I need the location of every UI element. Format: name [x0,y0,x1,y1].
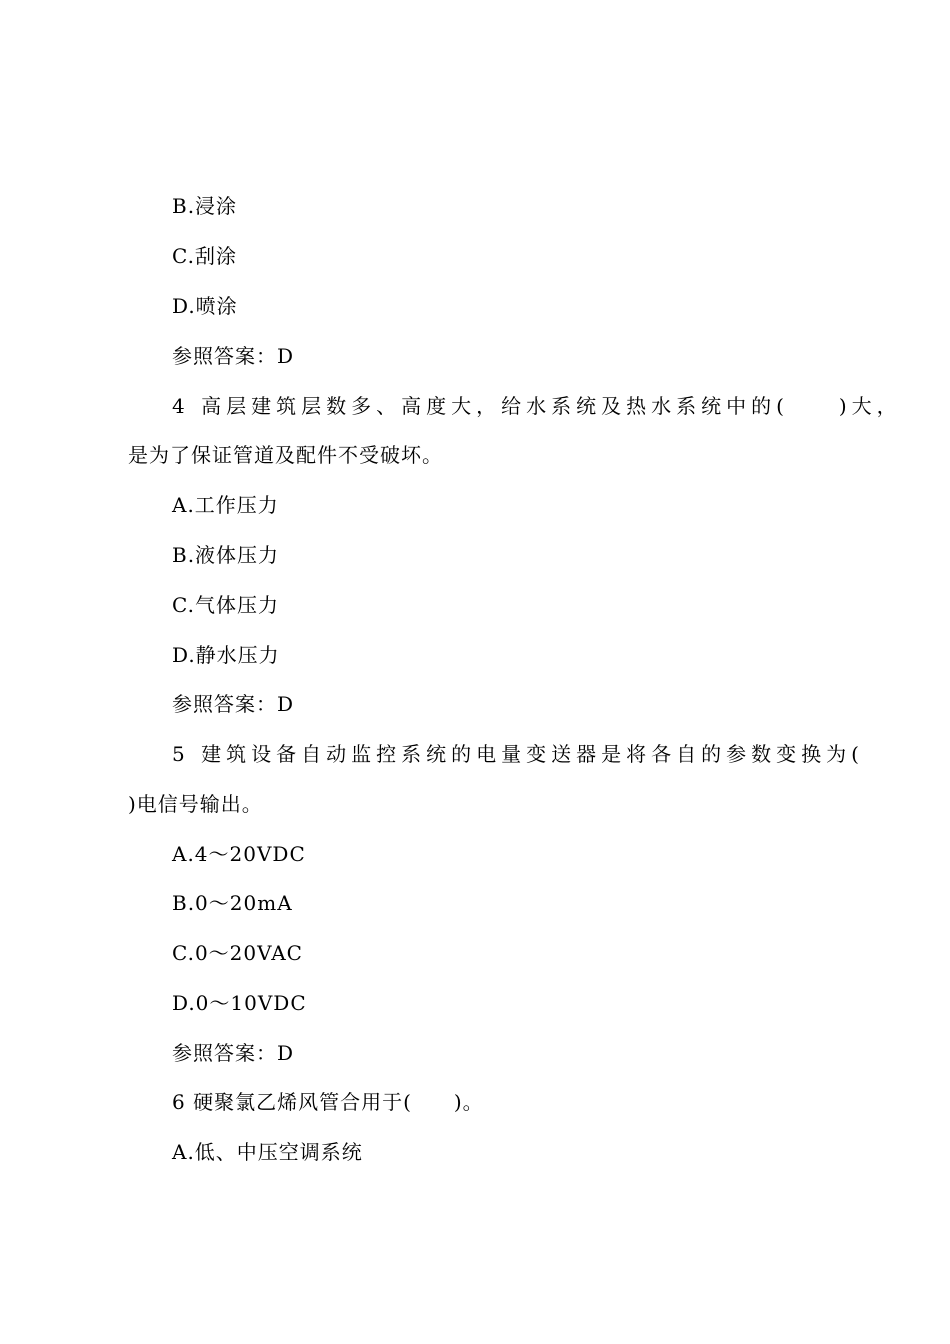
q3-option-c: C.刮涂 [172,244,237,268]
q3-option-d: D.喷涂 [172,294,238,318]
q5-option-b: B.0～20mA [172,891,293,915]
q4-stem-line1: 4 高层建筑层数多、高度大，给水系统及热水系统中的( )大， [172,394,902,418]
q4-option-c: C.气体压力 [172,593,279,617]
q5-stem-line1: 5 建筑设备自动监控系统的电量变送器是将各自的参数变换为( [172,742,864,766]
q4-stem-line2: 是为了保证管道及配件不受破坏。 [128,443,443,467]
q3-option-b: B.浸涂 [172,194,238,218]
q6-stem-line1: 6 硬聚氯乙烯风管合用于( )。 [172,1090,484,1114]
q4-option-a: A.工作压力 [172,493,279,517]
q4-answer: 参照答案：D [172,692,295,716]
q6-option-a: A.低、中压空调系统 [172,1140,363,1164]
q4-option-d: D.静水压力 [172,643,280,667]
q5-answer: 参照答案：D [172,1041,295,1065]
q5-stem-line2: )电信号输出。 [128,792,263,816]
q4-option-b: B.液体压力 [172,543,280,567]
q3-answer: 参照答案：D [172,344,295,368]
q5-option-a: A.4～20VDC [172,842,306,866]
q5-option-d: D.0～10VDC [172,991,307,1015]
q5-option-c: C.0～20VAC [172,941,303,965]
